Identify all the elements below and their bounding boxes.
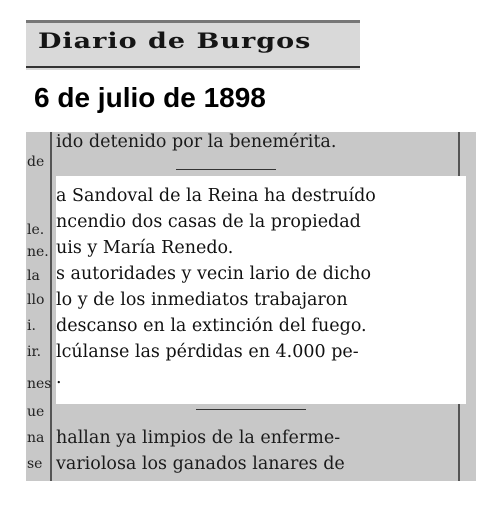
margin-fragment: se: [27, 456, 43, 472]
highlighted-line: .: [56, 368, 62, 388]
article-line: variolosa los ganados lanares de: [56, 454, 345, 474]
highlighted-line: a Sandoval de la Reina ha destruído: [56, 186, 376, 206]
margin-fragment: de: [27, 154, 45, 170]
highlighted-line: ncendio dos casas de la propiedad: [56, 212, 361, 232]
highlighted-line: descanso en la extinción del fuego.: [56, 316, 367, 336]
article-line: ido detenido por la benemérita.: [56, 132, 337, 152]
margin-fragment: llo: [27, 292, 45, 308]
margin-fragment: ue: [27, 404, 45, 420]
newspaper-masthead: [26, 20, 360, 70]
highlighted-line: s autoridades y vecin lario de dicho: [56, 264, 372, 284]
margin-fragment: na: [27, 430, 45, 446]
article-line: hallan ya limpios de la enferme-: [56, 428, 341, 448]
margin-fragment: ne.: [27, 244, 49, 260]
masthead-top-rule: [26, 20, 360, 23]
masthead-bottom-rule: [26, 66, 360, 68]
highlighted-line: lo y de los inmediatos trabajaron: [56, 290, 348, 310]
separator-rule: [176, 169, 276, 170]
margin-fragment: i.: [27, 318, 36, 334]
publication-date: 6 de julio de 1898: [34, 82, 266, 113]
margin-fragment: nes: [27, 376, 52, 392]
separator-rule: [196, 409, 306, 410]
column-rule-left: [50, 132, 52, 481]
highlighted-paragraph: [56, 176, 466, 404]
newspaper-clipping: [26, 132, 476, 481]
margin-fragment: la: [27, 268, 40, 284]
margin-fragment: ir.: [27, 344, 42, 360]
margin-fragment: le.: [27, 222, 45, 238]
highlighted-line: lcúlanse las pérdidas en 4.000 pe-: [56, 342, 359, 362]
highlighted-line: uis y María Renedo.: [56, 238, 234, 258]
masthead-title: Diario de Burgos: [38, 29, 312, 54]
